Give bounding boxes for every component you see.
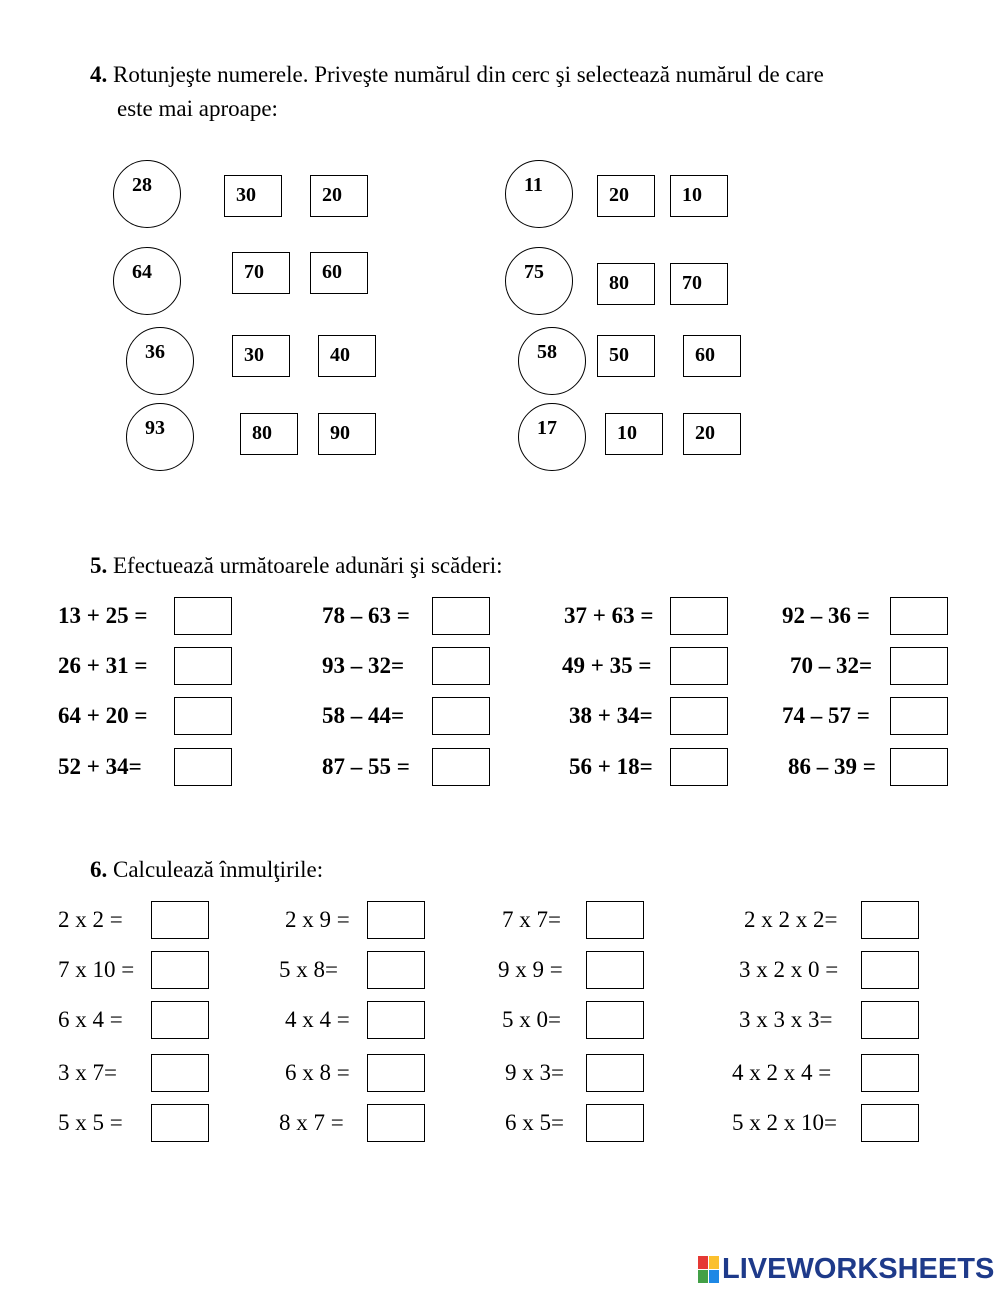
equation-text: 37 + 63 = (564, 603, 654, 628)
ex4-number: 4. (90, 62, 108, 87)
logo-mark-icon (698, 1256, 719, 1283)
rounding-option[interactable] (232, 335, 290, 377)
multiplication-text: 5 x 0= (502, 1007, 561, 1032)
ex6-number: 6. (90, 857, 108, 882)
rounding-option-label: 70 (244, 261, 264, 283)
answer-input[interactable] (367, 1054, 425, 1092)
multiplication-text: 6 x 4 = (58, 1007, 123, 1032)
equation-text: 74 – 57 = (782, 703, 870, 728)
rounding-option[interactable] (597, 175, 655, 217)
rounding-option[interactable] (597, 335, 655, 377)
equation-text: 64 + 20 = (58, 703, 148, 728)
answer-input[interactable] (890, 697, 948, 735)
ex4-instruction-line2: este mai aproape: (117, 96, 278, 121)
answer-input[interactable] (861, 901, 919, 939)
rounding-option-label: 80 (609, 272, 629, 294)
answer-input[interactable] (861, 1054, 919, 1092)
rounding-option-label: 70 (682, 272, 702, 294)
target-number-circle (113, 247, 181, 315)
rounding-option[interactable] (605, 413, 663, 455)
rounding-option-label: 20 (609, 184, 629, 206)
rounding-option[interactable] (232, 252, 290, 294)
multiplication-text: 9 x 9 = (498, 957, 563, 982)
rounding-option[interactable] (683, 413, 741, 455)
multiplication-text: 5 x 2 x 10= (732, 1110, 837, 1135)
rounding-option-label: 60 (695, 344, 715, 366)
rounding-option[interactable] (683, 335, 741, 377)
logo-square-red (698, 1256, 708, 1269)
answer-input[interactable] (151, 1001, 209, 1039)
answer-input[interactable] (151, 1054, 209, 1092)
equation-text: 93 – 32= (322, 653, 405, 678)
rounding-option-label: 10 (617, 422, 637, 444)
multiplication-text: 3 x 2 x 0 = (739, 957, 839, 982)
logo-square-yellow (709, 1256, 719, 1269)
answer-input[interactable] (586, 1104, 644, 1142)
target-number-circle (505, 247, 573, 315)
rounding-option-label: 80 (252, 422, 272, 444)
answer-input[interactable] (890, 748, 948, 786)
answer-input[interactable] (432, 647, 490, 685)
rounding-option-label: 20 (322, 184, 342, 206)
rounding-option[interactable] (318, 335, 376, 377)
rounding-option-label: 30 (244, 344, 264, 366)
target-number-circle (126, 403, 194, 471)
answer-input[interactable] (586, 1001, 644, 1039)
answer-input[interactable] (174, 597, 232, 635)
equation-text: 38 + 34= (569, 703, 653, 728)
answer-input[interactable] (586, 901, 644, 939)
ex6-heading (90, 853, 323, 887)
rounding-option-label: 30 (236, 184, 256, 206)
answer-input[interactable] (861, 1001, 919, 1039)
equation-text: 70 – 32= (790, 653, 873, 678)
equation-text: 58 – 44= (322, 703, 405, 728)
rounding-option-label: 10 (682, 184, 702, 206)
target-number: 75 (524, 261, 544, 283)
equation-text: 56 + 18= (569, 754, 653, 779)
equation-text: 78 – 63 = (322, 603, 410, 628)
answer-input[interactable] (890, 647, 948, 685)
ex5-number: 5. (90, 553, 108, 578)
target-number-circle (505, 160, 573, 228)
answer-input[interactable] (861, 951, 919, 989)
answer-input[interactable] (861, 1104, 919, 1142)
multiplication-text: 6 x 8 = (285, 1060, 350, 1085)
rounding-option-label: 50 (609, 344, 629, 366)
rounding-option[interactable] (597, 263, 655, 305)
answer-input[interactable] (174, 748, 232, 786)
target-number: 58 (537, 341, 557, 363)
equation-text: 52 + 34= (58, 754, 142, 779)
multiplication-text: 7 x 7= (502, 907, 561, 932)
logo-square-blue (709, 1270, 719, 1283)
ex4-instruction-cont (117, 92, 278, 126)
equation-text: 92 – 36 = (782, 603, 870, 628)
multiplication-text: 2 x 2 x 2= (744, 907, 838, 932)
rounding-option[interactable] (310, 175, 368, 217)
answer-input[interactable] (151, 951, 209, 989)
multiplication-text: 6 x 5= (505, 1110, 564, 1135)
target-number: 11 (524, 174, 543, 196)
answer-input[interactable] (670, 748, 728, 786)
target-number-circle (126, 327, 194, 395)
answer-input[interactable] (432, 697, 490, 735)
answer-input[interactable] (367, 1104, 425, 1142)
rounding-option-label: 60 (322, 261, 342, 283)
multiplication-text: 2 x 2 = (58, 907, 123, 932)
multiplication-text: 4 x 2 x 4 = (732, 1060, 832, 1085)
rounding-option-label: 90 (330, 422, 350, 444)
target-number-circle (113, 160, 181, 228)
target-number: 28 (132, 174, 152, 196)
target-number: 64 (132, 261, 152, 283)
rounding-option-label: 20 (695, 422, 715, 444)
rounding-option[interactable] (670, 263, 728, 305)
equation-text: 86 – 39 = (788, 754, 876, 779)
answer-input[interactable] (670, 647, 728, 685)
answer-input[interactable] (151, 1104, 209, 1142)
target-number: 17 (537, 417, 557, 439)
target-number: 36 (145, 341, 165, 363)
multiplication-text: 5 x 8= (279, 957, 338, 982)
logo-square-green (698, 1270, 708, 1283)
answer-input[interactable] (367, 951, 425, 989)
ex4-instruction: Rotunjeşte numerele. Priveşte numărul din cerc şi selectează numărul de care (113, 62, 824, 87)
answer-input[interactable] (367, 901, 425, 939)
multiplication-text: 2 x 9 = (285, 907, 350, 932)
answer-input[interactable] (670, 697, 728, 735)
target-number: 93 (145, 417, 165, 439)
answer-input[interactable] (586, 951, 644, 989)
answer-input[interactable] (151, 901, 209, 939)
answer-input[interactable] (174, 697, 232, 735)
ex5-heading (90, 549, 503, 583)
multiplication-text: 3 x 7= (58, 1060, 117, 1085)
rounding-option[interactable] (318, 413, 376, 455)
answer-input[interactable] (586, 1054, 644, 1092)
multiplication-text: 4 x 4 = (285, 1007, 350, 1032)
answer-input[interactable] (174, 647, 232, 685)
rounding-option-label: 40 (330, 344, 350, 366)
equation-text: 87 – 55 = (322, 754, 410, 779)
ex6-instruction: Calculează înmulţirile: (113, 857, 324, 882)
rounding-option[interactable] (224, 175, 282, 217)
liveworksheets-logo (698, 1253, 994, 1286)
answer-input[interactable] (367, 1001, 425, 1039)
equation-text: 26 + 31 = (58, 653, 148, 678)
ex4-heading (90, 58, 824, 92)
rounding-option[interactable] (240, 413, 298, 455)
target-number-circle (518, 327, 586, 395)
multiplication-text: 9 x 3= (505, 1060, 564, 1085)
logo-text: LIVEWORKSHEETS (722, 1253, 995, 1285)
multiplication-text: 7 x 10 = (58, 957, 135, 982)
multiplication-text: 5 x 5 = (58, 1110, 123, 1135)
answer-input[interactable] (432, 748, 490, 786)
equation-text: 13 + 25 = (58, 603, 148, 628)
equation-text: 49 + 35 = (562, 653, 652, 678)
rounding-option[interactable] (670, 175, 728, 217)
answer-input[interactable] (670, 597, 728, 635)
multiplication-text: 8 x 7 = (279, 1110, 344, 1135)
answer-input[interactable] (890, 597, 948, 635)
answer-input[interactable] (432, 597, 490, 635)
target-number-circle (518, 403, 586, 471)
ex5-instruction: Efectuează următoarele adunări şi scăderi: (113, 553, 503, 578)
multiplication-text: 3 x 3 x 3= (739, 1007, 833, 1032)
rounding-option[interactable] (310, 252, 368, 294)
